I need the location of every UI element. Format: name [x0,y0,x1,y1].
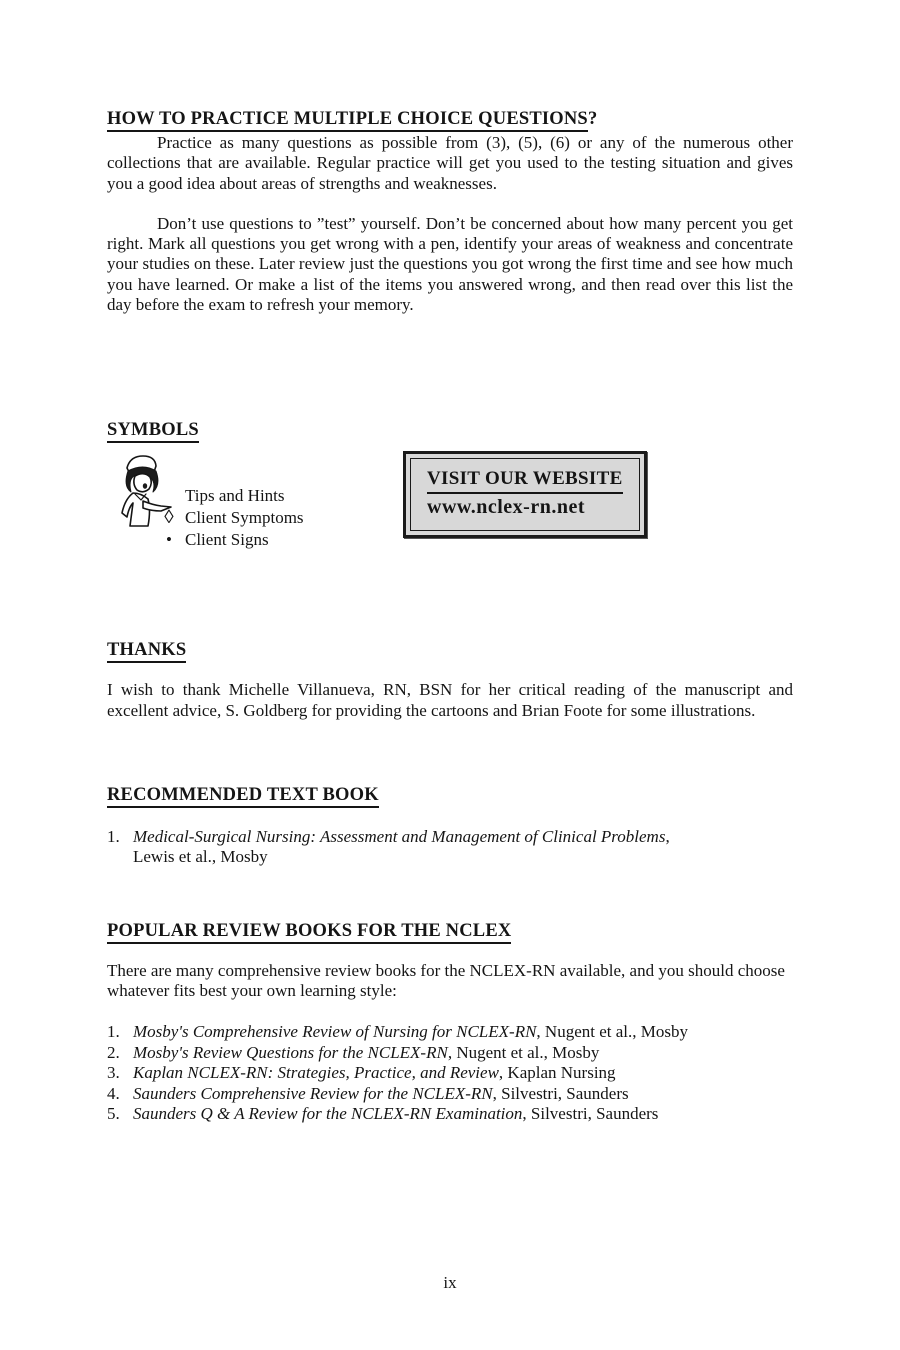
page-number: ix [443,1273,457,1292]
diamond-icon: ◊ [164,506,174,528]
heading-popular: POPULAR REVIEW BOOKS FOR THE NCLEX [107,920,793,942]
website-box [403,451,647,538]
legend-item-tips [153,485,304,507]
list-number: 1. [107,1022,120,1042]
list-number: 5. [107,1104,120,1123]
legend-item-signs [153,529,304,551]
book-rest: , Kaplan Nursing [498,1063,616,1083]
list-item [107,1084,793,1104]
heading-thanks: THANKS [107,639,793,661]
nurse-symbol-slot [153,485,185,507]
symbols-legend-row [107,451,793,563]
practice-paragraph-2: Don’t use questions to ”test” yourself. Don’t be concerned about how many percent you get right. Mark all questions you get wrong with a pen, identify your areas of weakness and concentrate your studies on these. Later review just the questions you got wrong the first time and see how much you have learned. Or make a list of the items you answered wrong, and then read over this list the day before the exam to refresh your memory. [107,213,793,315]
legend-item-symptoms [153,507,304,529]
symbols-legend [107,451,403,563]
book-title: Mosby's Comprehensive Review of Nursing for NCLEX-RN [133,1022,537,1042]
legend-label-signs: Client Signs [185,529,269,549]
list-item [107,1104,793,1124]
website-box-title: VISIT OUR WEBSITE [427,466,623,494]
book-rest: , Nugent et al., Mosby [536,1022,688,1042]
legend-label-symptoms: Client Symptoms [185,507,304,527]
book-title: Saunders Q & A Review for the NCLEX-RN Examination [133,1104,523,1123]
book-rest: , Nugent et al., Mosby [447,1042,600,1062]
book-rest: , [665,826,670,846]
heading-symbols: SYMBOLS [107,419,793,441]
list-item [107,827,793,868]
book-title: Medical-Surgical Nursing: Assessment and Management of Clinical Problems [133,826,666,846]
list-number: 4. [107,1083,120,1103]
practice-paragraph-1: Practice as many questions as possible from (3), (5), (6) or any of the numerous other collections that are available. Regular practice will get you used to the testing situation and gives you a good idea about areas of strengths and weaknesses. [107,133,793,193]
list-item [107,1043,793,1063]
recommended-book-list [107,827,793,868]
list-item [107,1063,793,1083]
legend-rows [153,485,304,550]
heading-how-to-practice [107,108,793,130]
book-title: Mosby's Review Questions for the NCLEX-RN [133,1042,448,1062]
list-number: 2. [107,1042,120,1062]
heading-how-to-practice-text: HOW TO PRACTICE MULTIPLE CHOICE QUESTIONS [107,109,588,132]
list-number: 1. [107,826,120,846]
book-authors: Lewis et al., Mosby [133,847,268,867]
list-item [107,1022,793,1042]
website-url[interactable]: www.nclex-rn.net [427,496,585,519]
book-rest: , Silvestri, Saunders [522,1104,659,1123]
website-box-inner [410,458,640,531]
popular-intro-paragraph: There are many comprehensive review books for the NCLEX-RN available, and you should choose whatever fits best your own learning style: [107,960,785,1001]
book-title: Saunders Comprehensive Review for the NCLEX-RN [133,1083,493,1103]
heading-recommended: RECOMMENDED TEXT BOOK [107,784,793,806]
legend-label-tips: Tips and Hints [185,486,285,506]
book-title: Kaplan NCLEX-RN: Strategies, Practice, and Review [133,1063,499,1083]
thanks-paragraph: I wish to thank Michelle Villanueva, RN, BSN for her critical reading of the manuscript and excellent advice, S. Goldberg for providing the cartoons and Brian Foote for some illustrations. [107,680,793,720]
list-number: 3. [107,1063,120,1083]
bullet-icon: • [166,529,172,549]
book-rest: , Silvestri, Saunders [492,1083,629,1103]
heading-how-to-practice-suffix: ? [587,109,598,129]
popular-book-list [107,1022,793,1124]
